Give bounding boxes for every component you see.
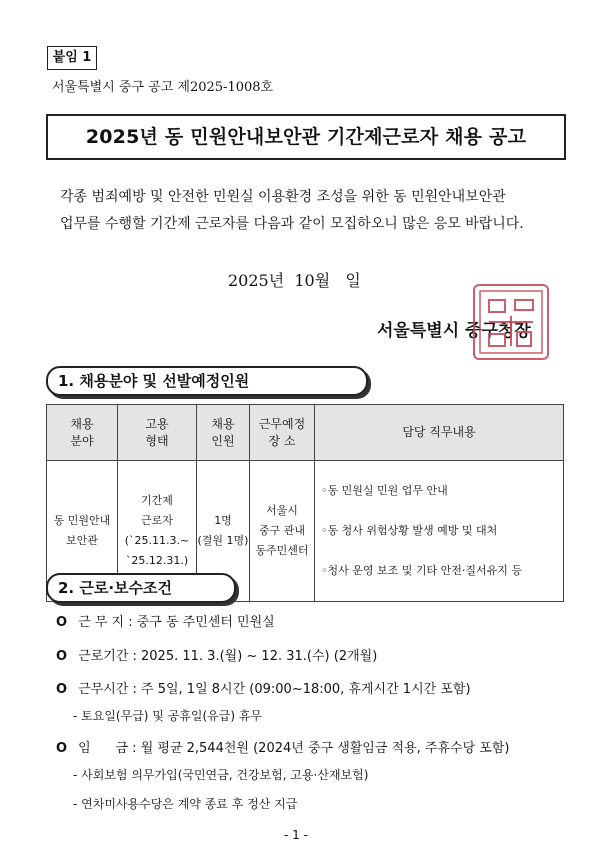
page-number: - 1 - bbox=[284, 828, 308, 842]
header-duties: 담당 직무내용 bbox=[315, 405, 564, 461]
section-recruitment-field: 1. 채용분야 및 선발예정인원 bbox=[46, 366, 368, 396]
condition-text: 근 무 지 : 중구 동 주민센터 민원실 bbox=[78, 615, 275, 630]
duty-item: ◦동 청사 위험상황 발생 예방 및 대처 bbox=[321, 524, 498, 537]
issue-date: 2025년 10월 일 bbox=[228, 271, 361, 290]
header-employment-type: 고용 형태 bbox=[118, 405, 197, 461]
hours-note: - 토요일(무급) 및 공휴일(유급) 휴무 bbox=[73, 709, 263, 723]
intro-line-2: 업무를 수행할 기간제 근로자를 다음과 같이 모집하오니 많은 응모 바랍니다. bbox=[60, 216, 524, 232]
bullet-icon: O bbox=[56, 682, 68, 697]
condition-wage bbox=[56, 737, 510, 756]
attachment-label: 붙임 1 bbox=[47, 46, 97, 70]
duty-item: ◦동 민원실 민원 업무 안내 bbox=[321, 484, 448, 497]
notice-number: 서울특별시 중구 공고 제2025-1008호 bbox=[52, 80, 274, 95]
cell-location: 서울시 중구 관내 동주민센터 bbox=[250, 461, 315, 602]
bullet-icon: O bbox=[56, 741, 68, 756]
condition-text: 근로기간 : 2025. 11. 3.(월) ~ 12. 31.(수) (2개월) bbox=[78, 649, 378, 664]
wage-note-insurance: - 사회보험 의무가입(국민연금, 건강보험, 고용·산재보험) bbox=[73, 768, 369, 782]
condition-period bbox=[56, 645, 377, 664]
cell-headcount: 1명 (결원 1명) bbox=[197, 461, 250, 602]
cell-duties bbox=[315, 461, 564, 602]
header-field: 채용 분야 bbox=[47, 405, 118, 461]
header-location: 근무예정 장 소 bbox=[250, 405, 315, 461]
condition-text: 임 금 : 월 평균 2,544천원 (2024년 중구 생활임금 적용, 주휴수당 포함) bbox=[78, 741, 510, 756]
wage-note-leave: - 연차미사용수당은 계약 종료 후 정산 지급 bbox=[73, 797, 298, 811]
cell-employment-type: 기간제 근로자 (`25.11.3.~ `25.12.31.) bbox=[118, 461, 197, 602]
condition-workplace bbox=[56, 611, 275, 630]
document-title: 2025년 동 민원안내보안관 기간제근로자 채용 공고 bbox=[46, 114, 566, 160]
condition-text: 근무시간 : 주 5일, 1일 8시간 (09:00~18:00, 휴게시간 1시간 포함) bbox=[78, 682, 471, 697]
intro-line-1: 각종 범죄예방 및 안전한 민원실 이용환경 조성을 위한 동 민원안내보안관 bbox=[60, 189, 506, 205]
official-seal bbox=[473, 284, 549, 360]
header-headcount: 채용 인원 bbox=[197, 405, 250, 461]
seal-graphic bbox=[475, 286, 547, 358]
bullet-icon: O bbox=[56, 649, 68, 664]
cell-field: 동 민원안내 보안관 bbox=[47, 461, 118, 602]
section-work-conditions: 2. 근로·보수조건 bbox=[46, 573, 236, 603]
issuer-name: 서울특별시 중구청장 bbox=[377, 321, 531, 341]
duty-item: ◦청사 운영 보조 및 기타 안전·질서유지 등 bbox=[321, 564, 522, 577]
condition-hours bbox=[56, 678, 471, 697]
bullet-icon: O bbox=[56, 615, 68, 630]
